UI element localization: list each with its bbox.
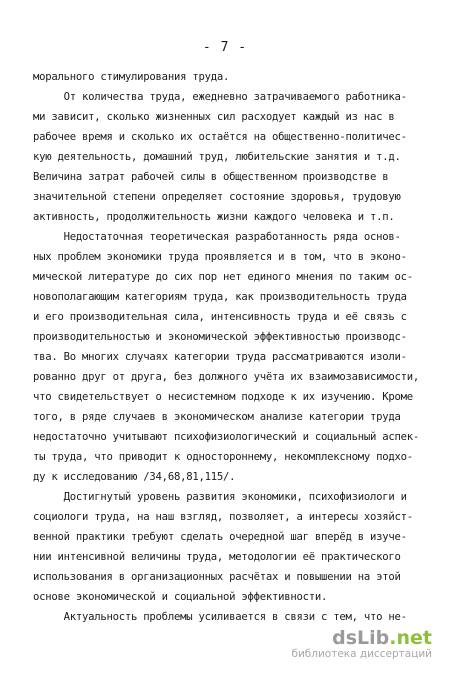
text-line: нии интенсивной величины труда, методологии её практического [33, 551, 401, 563]
text-line: недостаточно учитывают психофизиологический и социальный аспек- [33, 431, 420, 443]
watermark [291, 628, 432, 661]
text-line: того, в ряде случаев в экономическом анализе категории труда [33, 411, 401, 423]
text-line: основе экономической и социальной эффективности. [33, 591, 328, 603]
text-line: кую деятельность, домашний труд, любительские занятия и т.д. [33, 151, 401, 163]
watermark-tagline: библиотека диссертаций [291, 648, 432, 660]
text-line: Недостаточная теоретическая разработанность ряда основ- [33, 231, 401, 243]
text-line: Актуальность проблемы усиливается в связи с тем, что не- [33, 611, 407, 623]
text-line: и его производительная сила, интенсивность труда и её связь с [33, 311, 407, 323]
text-line: значительной степени определяет состояние здоровья, трудовую [33, 191, 401, 203]
text-line: Достигнутый уровень развития экономики, психофизиологи и [33, 491, 407, 503]
text-line: ми зависит, сколько жизненных сил расходует каждый из нас в [33, 111, 395, 123]
text-line: рованно друг от друга, без должного учёта их взаимозависимости, [33, 371, 420, 383]
text-line: венной практики требуют сделать очередной шаг вперёд в изуче- [33, 531, 407, 543]
text-line: морального стимулирования труда. [33, 71, 230, 83]
text-line: ду к исследованию /34,68,81,115/. [33, 471, 236, 483]
watermark-logo [291, 628, 432, 648]
text-line: Величина затрат рабочей силы в общественном производстве в [33, 171, 389, 183]
text-line: рабочее время и сколько их остаётся на общественно-политичес- [33, 131, 407, 143]
text-line: мической литературе до сих пор нет единого мнения по таким ос- [33, 271, 413, 283]
text-line: активность, продолжительность жизни каждого человека и т.п. [33, 211, 395, 223]
text-line: От количества труда, ежедневно затрачиваемого работника- [33, 91, 407, 103]
text-line: социологи труда, на наш взгляд, позволяет, а интересы хозяйст- [33, 511, 413, 523]
text-line: ты труда, что приводит к одностороннему, некомплексному подхо- [33, 451, 413, 463]
text-line: тва. Во многих случаях категории труда рассматриваются изоли- [33, 351, 407, 363]
text-line: новополагающим категориям труда, как производительность труда [33, 291, 407, 303]
text-line: ных проблем экономики труда проявляется и в том, что в эконо- [33, 251, 407, 263]
page-number: - 7 - [202, 40, 248, 55]
text-line: использования в организационных расчётах и повышении на этой [33, 571, 401, 583]
text-line: производительностью и экономической эффективностью производс- [33, 331, 407, 343]
text-line: что свидетельствует о несистемном подходе к их изучению. Кроме [33, 391, 413, 403]
watermark-logo-accent: .net [389, 627, 432, 649]
watermark-logo-main: dsLib [332, 627, 390, 649]
